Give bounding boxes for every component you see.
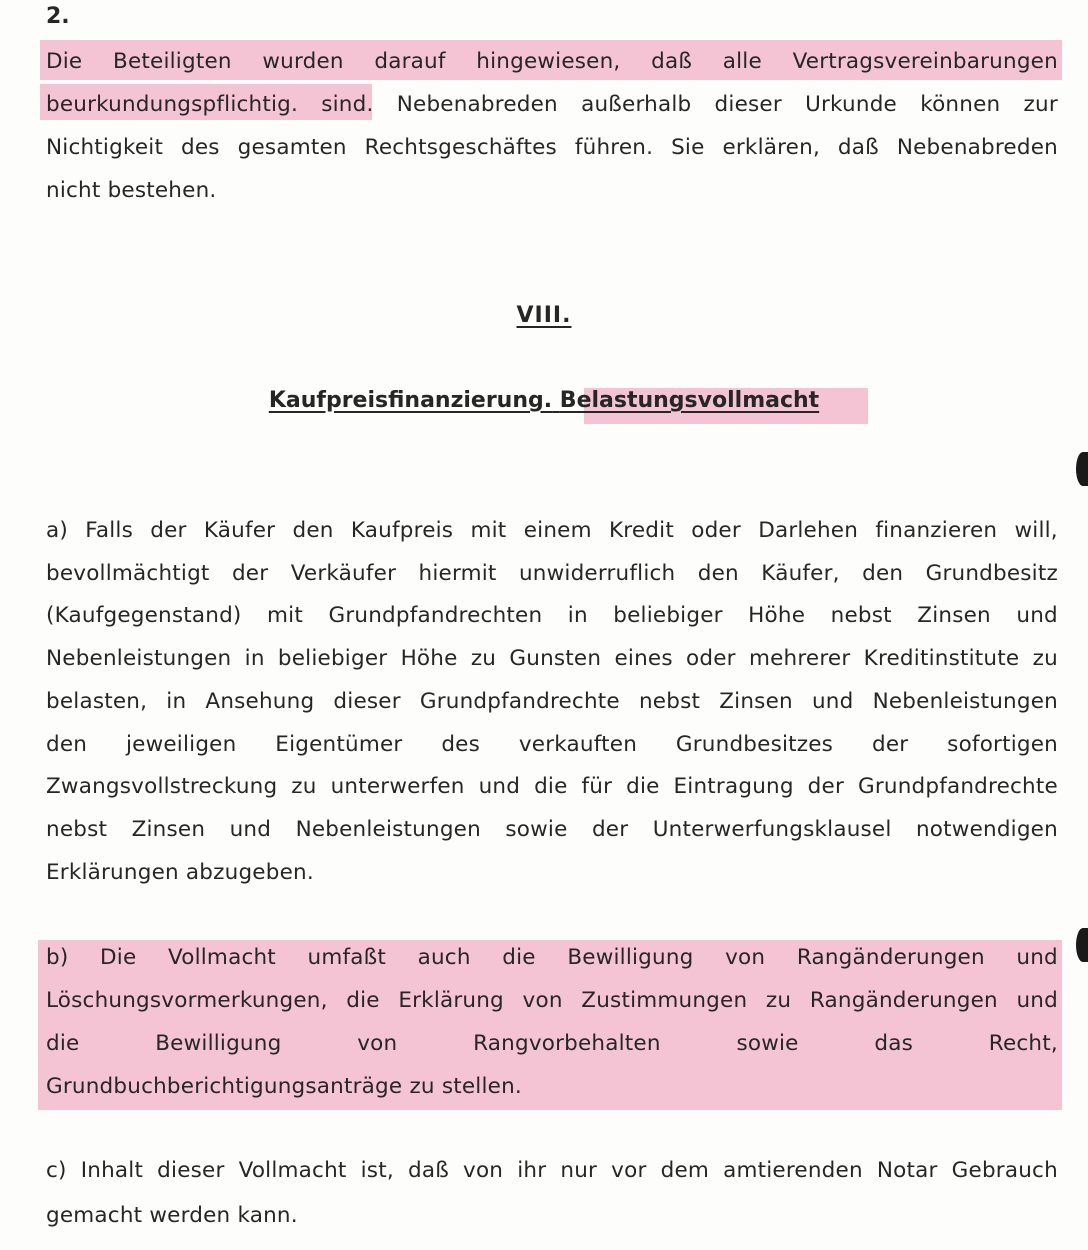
- word: außerhalb: [581, 92, 692, 117]
- word: daß: [651, 49, 693, 74]
- heading-part-2: Belastungsvollmacht: [559, 388, 820, 413]
- word: Grundpfandrechte: [419, 688, 620, 714]
- word: und: [1016, 945, 1058, 970]
- word: Gunsten: [509, 646, 602, 672]
- word: sind.: [321, 92, 374, 117]
- para-b-line: [46, 986, 1058, 1016]
- word: das: [874, 1031, 914, 1056]
- word: eines: [614, 646, 673, 672]
- para-c-line: [46, 1201, 1058, 1231]
- word: Eintragung: [673, 774, 794, 800]
- para-b-line: [46, 1029, 1058, 1059]
- word: mit: [470, 518, 507, 543]
- word: der: [150, 518, 187, 543]
- section-heading: [0, 388, 1088, 413]
- word: daß: [837, 135, 879, 160]
- word: von: [725, 945, 766, 970]
- word: Löschungsvormerkungen,: [46, 988, 328, 1013]
- word: Darlehen: [758, 518, 859, 543]
- word: belasten,: [46, 688, 148, 714]
- word: abzugeben.: [185, 859, 314, 885]
- word: vor: [611, 1158, 647, 1183]
- word: beurkundungspflichtig.: [46, 92, 299, 117]
- word: und: [811, 688, 854, 714]
- word: gemacht: [46, 1202, 143, 1228]
- word: zur: [1023, 92, 1058, 117]
- word: nur: [560, 1158, 598, 1183]
- word: stellen.: [441, 1074, 522, 1099]
- word: Zustimmungen: [581, 988, 748, 1013]
- word: Eigentümer: [275, 731, 403, 757]
- word: Zwangsvollstreckung: [46, 774, 278, 800]
- word: Verkäufer: [290, 560, 397, 586]
- word: Kaufpreis: [350, 518, 454, 543]
- word: notwendigen: [915, 816, 1058, 842]
- para-a-line: [46, 559, 1058, 589]
- word: zu: [765, 988, 792, 1013]
- word: dieser: [333, 688, 401, 714]
- word: umfaßt: [307, 945, 387, 970]
- word: die: [346, 988, 380, 1013]
- para-b-line: [46, 943, 1058, 973]
- word: nebst: [830, 603, 892, 629]
- para2-line: [46, 176, 1058, 206]
- word: Die: [100, 945, 137, 970]
- word: des: [441, 731, 480, 757]
- section-roman-heading: VIII.: [516, 303, 572, 328]
- word: den: [862, 560, 904, 586]
- word: und: [1016, 603, 1058, 629]
- word: in: [567, 603, 588, 629]
- word: nebst: [638, 688, 701, 714]
- para2-line: [46, 47, 1058, 77]
- word: mit: [267, 603, 303, 629]
- word: dieser: [714, 92, 782, 117]
- section-number: 2.: [46, 4, 70, 29]
- word: Vertragsvereinbarungen: [792, 49, 1058, 74]
- word: unwiderruflich: [518, 560, 676, 586]
- word: zu: [1032, 646, 1058, 672]
- word: Vollmacht: [238, 1158, 347, 1183]
- word: den: [292, 518, 334, 543]
- word: führen.: [574, 135, 654, 160]
- word: den: [697, 560, 739, 586]
- word: Kredit: [609, 518, 674, 543]
- word: Höhe: [400, 646, 458, 672]
- word: von: [357, 1031, 398, 1056]
- word: Recht,: [988, 1031, 1058, 1056]
- word: und: [1016, 988, 1058, 1013]
- word: die: [534, 774, 568, 800]
- word: Sie: [671, 135, 705, 160]
- word: in: [166, 688, 187, 714]
- word: amtierenden: [723, 1158, 863, 1183]
- word: Käufer,: [761, 560, 840, 586]
- para-a-line: [46, 516, 1058, 546]
- word: Unterwerfungsklausel: [652, 816, 892, 842]
- word: Rangänderungen: [809, 988, 998, 1013]
- para-c-line: [46, 1156, 1058, 1186]
- word: Käufer: [203, 518, 276, 543]
- word: Grundpfandrechte: [857, 774, 1058, 800]
- word: will,: [1014, 518, 1058, 543]
- word: und: [229, 816, 272, 842]
- word: bevollmächtigt: [46, 560, 210, 586]
- para-a-line: [46, 815, 1058, 845]
- punch-hole-mark: [1076, 452, 1088, 486]
- word: dem: [660, 1158, 710, 1183]
- word: einem: [523, 518, 592, 543]
- word: oder: [686, 646, 736, 672]
- para2-line: [46, 90, 1058, 120]
- word: nebst: [46, 816, 108, 842]
- para-a-line: [46, 687, 1058, 717]
- word: der: [871, 731, 909, 757]
- word: Grundbesitz: [925, 560, 1058, 586]
- word: auch: [417, 945, 471, 970]
- word: der: [591, 816, 629, 842]
- para2-line: [46, 133, 1058, 163]
- word: der: [231, 560, 269, 586]
- para-a-line: [46, 858, 1058, 888]
- word: Nebenleistungen: [872, 688, 1058, 714]
- word: Falls: [85, 518, 133, 543]
- word: die: [626, 774, 660, 800]
- word: Zinsen: [719, 688, 793, 714]
- word: Ansehung: [205, 688, 315, 714]
- word: Bewilligung: [155, 1031, 282, 1056]
- word: beliebiger: [613, 603, 723, 629]
- word: b): [46, 945, 69, 970]
- word: bestehen.: [107, 178, 217, 203]
- word: Urkunde: [805, 92, 897, 117]
- word: für: [581, 774, 613, 800]
- para-a-line: [46, 730, 1058, 760]
- word: können: [920, 92, 1001, 117]
- word: c): [46, 1158, 67, 1183]
- word: und: [478, 774, 521, 800]
- word: unterwerfen: [330, 774, 465, 800]
- word: in: [244, 646, 265, 672]
- word: erklären,: [722, 135, 820, 160]
- word: oder: [691, 518, 741, 543]
- word: mehrerer: [748, 646, 851, 672]
- word: zu: [291, 774, 317, 800]
- word: Nebenabreden: [396, 92, 558, 117]
- word: Erklärungen: [46, 859, 179, 885]
- word: Nebenleistungen: [46, 646, 232, 672]
- word: ihr: [517, 1158, 547, 1183]
- word: Inhalt: [80, 1158, 144, 1183]
- para-a-line: [46, 772, 1058, 802]
- word: Nebenabreden: [896, 135, 1058, 160]
- word: daß: [407, 1158, 449, 1183]
- word: hiermit: [418, 560, 497, 586]
- word: jeweiligen: [125, 731, 237, 757]
- word: Beteiligten: [113, 49, 232, 74]
- word: die: [502, 945, 536, 970]
- word: kann.: [237, 1202, 298, 1228]
- word: Rechtsgeschäftes: [364, 135, 557, 160]
- word: Erklärung: [398, 988, 504, 1013]
- word: a): [46, 518, 68, 543]
- punch-hole-mark: [1076, 928, 1088, 962]
- word: Grundbesitzes: [675, 731, 834, 757]
- word: Gebrauch: [951, 1158, 1058, 1183]
- para-a-line: [46, 644, 1058, 674]
- word: Zinsen: [131, 816, 206, 842]
- word: finanzieren: [875, 518, 998, 543]
- word: von: [463, 1158, 504, 1183]
- word: Grundbuchberichtigungsanträge: [46, 1074, 403, 1099]
- word: sowie: [505, 816, 568, 842]
- word: nicht: [46, 178, 101, 203]
- word: Zinsen: [917, 603, 991, 629]
- word: zu: [470, 646, 497, 672]
- word: von: [522, 988, 563, 1013]
- word: den: [46, 731, 88, 757]
- word: Rangänderungen: [796, 945, 985, 970]
- word: gesamten: [237, 135, 347, 160]
- para-a-line: [46, 601, 1058, 631]
- word: Höhe: [748, 603, 806, 629]
- word: ist,: [360, 1158, 394, 1183]
- para-b-line: [46, 1072, 1058, 1102]
- word: wurden: [262, 49, 344, 74]
- word: Vollmacht: [167, 945, 276, 970]
- word: die: [46, 1031, 80, 1056]
- word: werden: [149, 1202, 231, 1228]
- word: Die: [46, 49, 83, 74]
- heading-part-1: Kaufpreisfinanzierung.: [268, 388, 553, 413]
- word: Notar: [876, 1158, 938, 1183]
- word: Grundpfandrechten: [328, 603, 543, 629]
- word: Nichtigkeit: [46, 135, 164, 160]
- word: sowie: [736, 1031, 799, 1056]
- word: verkauften: [518, 731, 638, 757]
- word: hingewiesen,: [476, 49, 621, 74]
- word: Rangvorbehalten: [473, 1031, 661, 1056]
- word: sofortigen: [947, 731, 1058, 757]
- word: alle: [722, 49, 762, 74]
- word: (Kaufgegenstand): [46, 603, 242, 629]
- word: beliebiger: [277, 646, 388, 672]
- word: dieser: [157, 1158, 225, 1183]
- word: zu: [409, 1074, 435, 1099]
- word: darauf: [374, 49, 446, 74]
- word: des: [181, 135, 220, 160]
- word: Nebenleistungen: [295, 816, 481, 842]
- word: der: [807, 774, 844, 800]
- word: Kreditinstitute: [863, 646, 1020, 672]
- word: Bewilligung: [567, 945, 694, 970]
